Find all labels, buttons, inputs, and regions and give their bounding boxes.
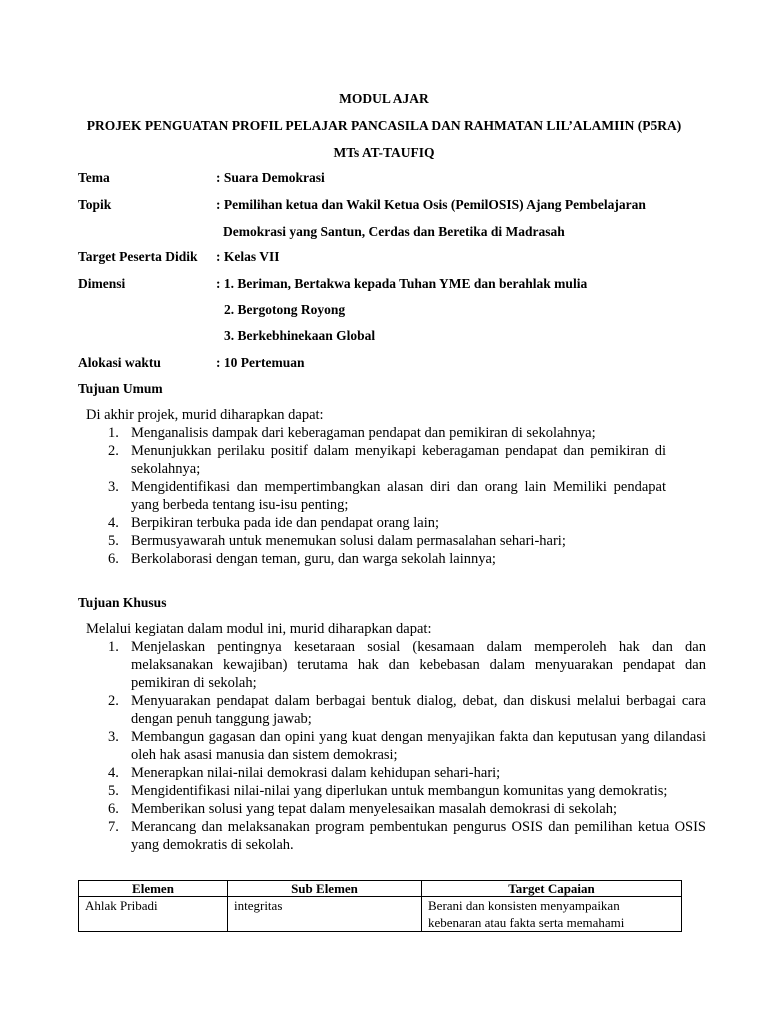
list-item: 4. Menerapkan nilai-nilai demokrasi dalam kehidupan sehari-hari; xyxy=(108,765,501,781)
tujuan-khusus-list xyxy=(108,638,706,854)
tujuan-khusus-heading: Tujuan Khusus xyxy=(78,595,167,610)
capaian-table xyxy=(78,880,682,932)
meta-label: Target Peserta Didik xyxy=(78,249,198,264)
header-sub-elemen: Sub Elemen xyxy=(228,881,422,897)
meta-dimensi-item: 3. Berkebhinekaan Global xyxy=(224,328,376,343)
list-item: 5. Mengidentifikasi nilai-nilai yang diperlukan untuk membangun komunitas yang demokratis; xyxy=(108,783,668,799)
list-item: 1. Menganalisis dampak dari keberagaman pendapat dan pemikiran di sekolahnya; xyxy=(108,425,596,441)
list-item: 7. Merancang dan melaksanakan program pembentukan pengurus OSIS dan pemilihan ketua OSIS yang demokratis di sekolah. xyxy=(108,819,706,853)
doc-subtitle: PROJEK PENGUATAN PROFIL PELAJAR PANCASILA DAN RAHMATAN LIL’ALAMIIN (P5RA) xyxy=(86,118,682,133)
list-item: 2. Menunjukkan perilaku positif dalam menyikapi keberagaman pendapat dan pemikiran di sekolahnya; xyxy=(108,443,666,477)
meta-dimensi-item: 2. Bergotong Royong xyxy=(224,302,346,317)
header-target-capaian: Target Capaian xyxy=(422,881,682,897)
list-item: 5. Bermusyawarah untuk menemukan solusi dalam permasalahan sehari-hari; xyxy=(108,533,566,549)
cell-elemen: Ahlak Pribadi xyxy=(79,897,228,932)
cell-sub-elemen: integritas xyxy=(228,897,422,932)
meta-label: Topik xyxy=(78,197,112,212)
list-item: 6. Memberikan solusi yang tepat dalam menyelesaikan masalah demokrasi di sekolah; xyxy=(108,801,618,817)
list-item: 1. Menjelaskan pentingnya kesetaraan sosial (kesamaan dalam memperoleh hak dan dan melaksanakan kewajiban) terutama hak dan kebebasan dalam menyuarakan pendapat dan pemikiran di sekolah; xyxy=(108,639,706,691)
doc-title: MODUL AJAR xyxy=(339,91,429,106)
list-item: 6. Berkolaborasi dengan teman, guru, dan warga sekolah lainnya; xyxy=(108,551,496,567)
tujuan-khusus-intro: Melalui kegiatan dalam modul ini, murid diharapkan dapat: xyxy=(86,621,432,637)
meta-topik-cont: Demokrasi yang Santun, Cerdas dan Beretika di Madrasah xyxy=(223,224,565,239)
list-item: 3. Membangun gagasan dan opini yang kuat dengan menyajikan fakta dan keputusan yang dilandasi oleh hak asasi manusia dan sistem demokrasi; xyxy=(108,729,706,763)
meta-label: Dimensi xyxy=(78,276,126,291)
tujuan-umum-list xyxy=(108,424,666,568)
meta-value: : 10 Pertemuan xyxy=(216,355,305,370)
meta-value: : 1. Beriman, Bertakwa kepada Tuhan YME dan berahlak mulia xyxy=(216,276,588,291)
meta-value: : Kelas VII xyxy=(216,249,280,264)
meta-value: : Suara Demokrasi xyxy=(216,170,325,185)
table-row xyxy=(79,897,682,932)
cell-target-capaian: Berani dan konsisten menyampaikan kebenaran atau fakta serta memahami xyxy=(422,897,682,932)
list-item: 2. Menyuarakan pendapat dalam berbagai bentuk dialog, debat, dan diskusi melalui berbagai cara dengan penuh tanggung jawab; xyxy=(108,693,706,727)
meta-value: : Pemilihan ketua dan Wakil Ketua Osis (PemilOSIS) Ajang Pembelajaran xyxy=(216,197,646,212)
tujuan-umum-intro: Di akhir projek, murid diharapkan dapat: xyxy=(86,407,324,423)
meta-label: Tema xyxy=(78,170,110,185)
school-name: MTs AT-TAUFIQ xyxy=(333,145,435,160)
list-item: 3. Mengidentifikasi dan mempertimbangkan alasan diri dan orang lain Memiliki pendapat yang berbeda tentang isu-isu penting; xyxy=(108,479,666,513)
header-elemen: Elemen xyxy=(79,881,228,897)
meta-label: Alokasi waktu xyxy=(78,355,161,370)
table-header-row xyxy=(79,881,682,897)
tujuan-umum-heading: Tujuan Umum xyxy=(78,381,163,396)
list-item: 4. Berpikiran terbuka pada ide dan pendapat orang lain; xyxy=(108,515,440,531)
